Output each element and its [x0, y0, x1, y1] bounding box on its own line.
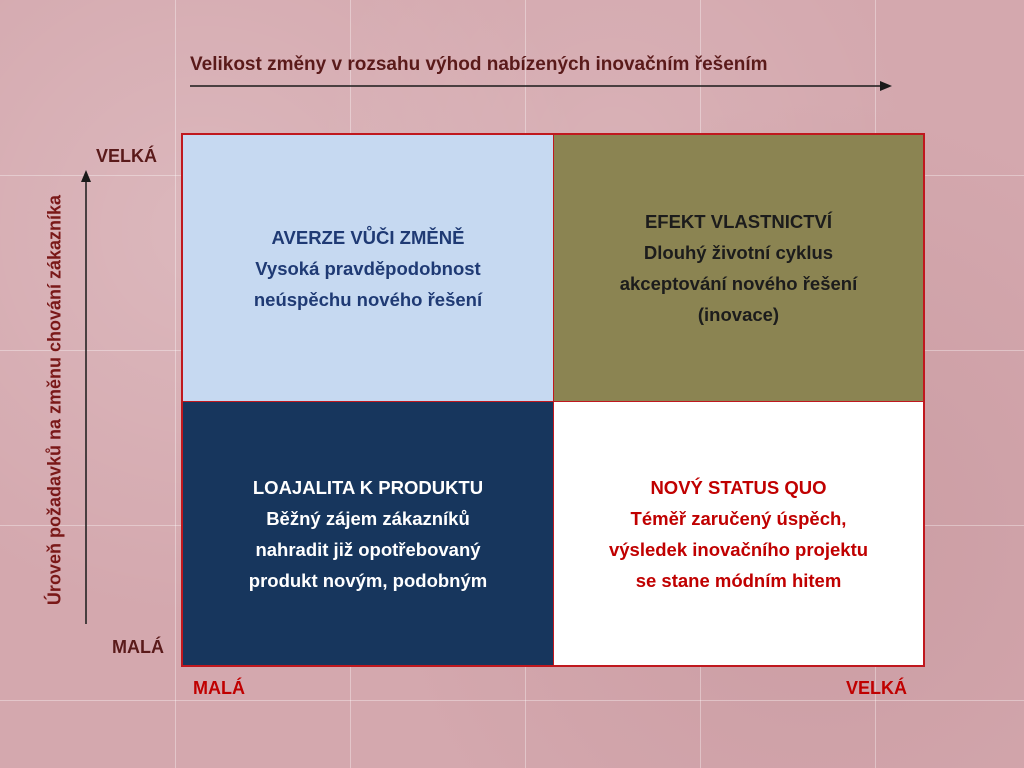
quadrant-text: výsledek inovačního projektu [608, 538, 869, 560]
quadrant-text: neúspěchu nového řešení [253, 288, 483, 310]
quadrant-top-left [183, 135, 553, 401]
quadrant-text: nahradit již opotřebovaný [255, 538, 481, 560]
quadrant-top-right [554, 135, 923, 401]
x-axis-title: Velikost změny v rozsahu výhod nabízených inovačním řešením [190, 54, 768, 75]
quadrant-text: Vysoká pravděpodobnost [255, 257, 481, 279]
x-axis-high-label: VELKÁ [846, 678, 908, 698]
quadrant-heading: NOVÝ STATUS QUO [650, 476, 827, 498]
y-axis-arrow-head [81, 170, 91, 182]
quadrant-heading: EFEKT VLASTNICTVÍ [644, 211, 833, 232]
quadrant-text: Běžný zájem zákazníků [266, 507, 470, 529]
quadrant-bottom-right [554, 402, 923, 665]
quadrant-text: akceptování nového řešení [619, 273, 858, 294]
quadrant-heading: LOAJALITA K PRODUKTU [252, 476, 484, 498]
y-axis-title: Úroveň požadavků na změnu chování zákazníka [44, 194, 65, 606]
quadrant-heading: AVERZE VŮČI ZMĚNĚ [271, 226, 465, 248]
quadrant-bottom-left [183, 402, 553, 665]
quadrant-text: se stane módním hitem [635, 569, 842, 591]
quadrant-text: (inovace) [697, 304, 780, 325]
x-axis-arrow-head [880, 81, 892, 91]
quadrant-matrix [181, 133, 925, 667]
quadrant-text: Dlouhý životní cyklus [643, 242, 834, 263]
x-axis-low-label: MALÁ [193, 678, 245, 698]
quadrant-text: Téměř zaručený úspěch, [630, 507, 847, 529]
y-axis-high-label: VELKÁ [96, 146, 158, 166]
quadrant-text: produkt novým, podobným [248, 569, 488, 591]
y-axis-low-label: MALÁ [112, 637, 164, 657]
